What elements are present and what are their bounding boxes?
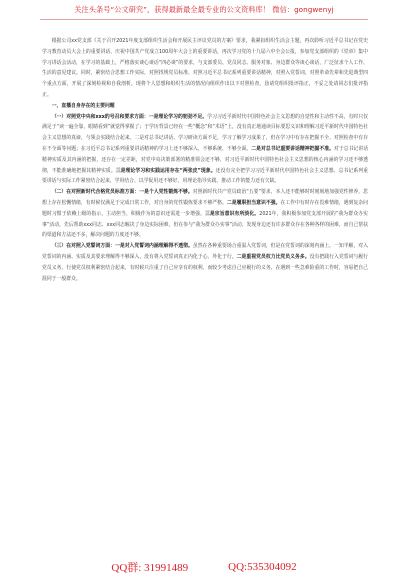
body-paragraph: （三）在对照入党誓词方面：一是对入党誓词内涵理解得不透彻。虽然在各种重要场合重温入党誓词，但是在党誓词的深刻内涵上，一知半解，对入党誓词的内涵、实质及其要求理解得不够深入，没有将入党誓词真正内化于心、外化于行。二是重视党员权力比党员义务多。没有把践行入党誓词与履行党员义务、行使党员权利紧密结合起来，有时候只注重了自己应享有的权利，而较少考虑自己应履行的义务，在遇到一些急难险重的工作时，容易把自己混同于一般群众。	[42, 243, 369, 282]
banner-text: 关注头条号“公文研究”，获得最新最全最专业的公文资料库！ 微信：gongwenyj	[74, 5, 334, 14]
body-paragraph: （二）在对照新时代合格党员标准方面：一是个人党性锻炼不够。对照新时代共产党员政治“五要”要求，本人还不能够时时刻刻地加强党性修养，思想上存在松懈情绪，有时候仅满足于完成日常工作，对自身的党性锻炼要求不够严格。二是履职担当意识不强。在工作中有时存在畏难情绪，遇到复杂问题时习惯于依赖上级的指示，主动担当、积极作为的意识还需进一步增强。三是宗旨意识有所淡化。2021年，我积极参加党支部开展的“我为群众办实事”活动，先后帮助xxx同志、xxx同志解决了身边实际困难，但在参与“我为群众办实事”活动、发现身边还有许多群众存在各种各样的困难，而自己帮扶的渠道和方法还不多，解决问题的力度还不够。	[42, 189, 369, 239]
emphasis-text: 二是对总书记重要讲话精神把握不准。	[251, 145, 334, 152]
paragraph-lead: （一）对照党中央和xxx的号召和要求方面：一是理论学习的韧劲不足。	[51, 113, 208, 120]
emphasis-text: 二是重视党员权力比党员义务多。	[236, 253, 310, 260]
footer-qq-group: QQ群: 31991489	[111, 562, 189, 574]
footer	[0, 558, 408, 576]
body-paragraph: （一）对照党中央和xxx的号召和要求方面：一是理论学习的韧劲不足。学习习近平新时代中国特色社会主义思想的自觉性和主动性不高，有时只仅满足于“读一遍全靠，眼睛看到”就觉得掌握了；于学历背景已经在一些“概念”和“术语”上，没有真正地通读目标要思义识和理解习近平新时代中国特色社会主义思想的真谛，与领会实践结合起来。二是对总书记讲话、学习研读方面不足，学习了解学习成果了，但在学习中有存在把握不全、对照检查中有存在不全面等问题；在习近平总书记系列重要讲话精神的学习上还不够深入、不够系统、不够全面。二是对总书记重要讲话精神把握不准。对于总书记讲话精神实质及其内涵的把握，还存在一定差距，对党中央决策部署的精准领会还不够，对习近平新时代中国特色社会主义思想的核心内涵的学习还不够透彻，不能准确地把握其精神实质。三是理论学习和实践运用存在“两张皮”现象。还没有完全把学习习近平新时代中国特色社会主义思想、总书记系列重要讲话与实际工作紧密结合起来，学用结合、以学促用还不够好，用理论指导实践、推动工作的能力还有欠缺。	[42, 113, 369, 185]
top-banner	[0, 0, 408, 20]
paragraph-lead: （三）在对照入党誓词方面：一是对入党誓词内涵理解得不透彻。	[51, 243, 193, 250]
footer-qq: QQ:535304092	[228, 561, 297, 573]
emphasis-text: 三是理论学习和实践运用存在“两张皮”现象。	[115, 167, 216, 174]
section-heading: 一、直播自身存在的主要问题	[51, 102, 115, 109]
emphasis-text: 二是履职担当意识不强。	[226, 199, 281, 206]
body-paragraph: 根据公司xx党支部《关于召开2021年度支部组织生活会和开展民主评议党员的方案》要求，我紧扣组织生活会主题，再次聆听习近平总书记在党史学习教育动员大会上的重要讲话、庆祝中国共产党成立100周年大会上的重要讲话，再次学习党的十九届六中全会公报，参加党支部组织的《党章》集中学习讲话会活动，在学习的基础上，严格落实谈心谈话“四必谈”的要求，与支部委员、党员同志、服务对象、身边群众等谈心谈话，广泛征求个人工作、生活的意见建议。同时，紧密结合思想工作实际，对照找规党员标准、对照习近平总书记系列重要讲话精神，对照入党誓词，对照革命先辈和先进典型四个重点方面，开展了深刻检视和自我剖析。现将个人思想和组织生活的情况向组织作出以下对照检查，恳请党组织批评指正，不妥之处请同志们批评指正。	[42, 38, 368, 98]
banner-divider	[40, 19, 368, 20]
document-body	[42, 36, 368, 284]
emphasis-text: 三是宗旨意识有所淡化。	[204, 210, 260, 217]
paragraph-lead: （二）在对照新时代合格党员标准方面：一是个人党性锻炼不够。	[51, 189, 193, 196]
